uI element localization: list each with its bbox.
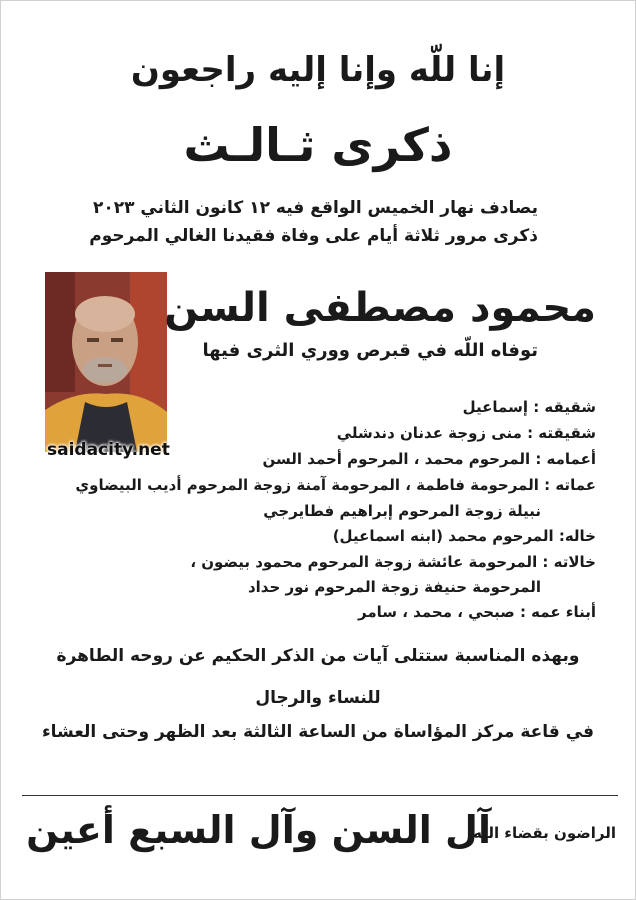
quran-recitation-note: وبهذه المناسبة ستتلى آيات من الذكر الحكيم عن روحه الطاهرة (56, 646, 580, 666)
divider (22, 795, 618, 796)
relative-line: المرحومة حنيفة زوجة المرحوم نور حداد (247, 578, 541, 596)
relative-line: شقيقته : منى زوجة عدنان دندشلي (336, 424, 596, 442)
deceased-photo (45, 272, 167, 452)
quran-verse-heading: إنا للّه وإنا إليه راجعون (130, 50, 506, 90)
mourning-families: آل السن وآل السبع أعين (26, 808, 491, 852)
portrait-image (45, 272, 167, 452)
occasion-line: ذكرى مرور ثلاثة أيام على وفاة فقيدنا الغالي المرحوم (89, 226, 538, 246)
deceased-name: محمود مصطفى السن (164, 285, 596, 331)
relative-line: أعمامه : المرحوم محمد ، المرحوم أحمد السن (262, 450, 596, 468)
venue-note: في قاعة مركز المؤاساة من الساعة الثالثة بعد الظهر وحتى العشاء (41, 722, 595, 742)
relative-line: شقيقه : إسماعيل (462, 398, 596, 416)
attendees-note: للنساء والرجال (255, 688, 381, 708)
website-watermark: saidacity.net (47, 440, 170, 460)
event-title: ذكرى ثـالـث (183, 118, 453, 172)
date-line: يصادف نهار الخميس الواقع فيه ١٢ كانون الثاني ٢٠٢٣ (93, 198, 538, 218)
patient-ones-label: الراضون بقضاء اللّه (473, 824, 616, 842)
relative-line: خاله: المرحوم محمد (ابنه اسماعيل) (332, 527, 596, 545)
relative-line: أبناء عمه : صبحي ، محمد ، سامر (358, 603, 596, 621)
relative-line: نبيلة زوجة المرحوم إبراهيم فطايرجي (263, 502, 541, 520)
death-place: توفاه اللّه في قبرص ووري الثرى فيها (202, 340, 538, 361)
relative-line: خالاته : المرحومة عائشة زوجة المرحوم محمود بيضون ، (190, 553, 596, 571)
relative-line: عماته : المرحومة فاطمة ، المرحومة آمنة زوجة المرحوم أديب البيضاوي (75, 476, 596, 494)
